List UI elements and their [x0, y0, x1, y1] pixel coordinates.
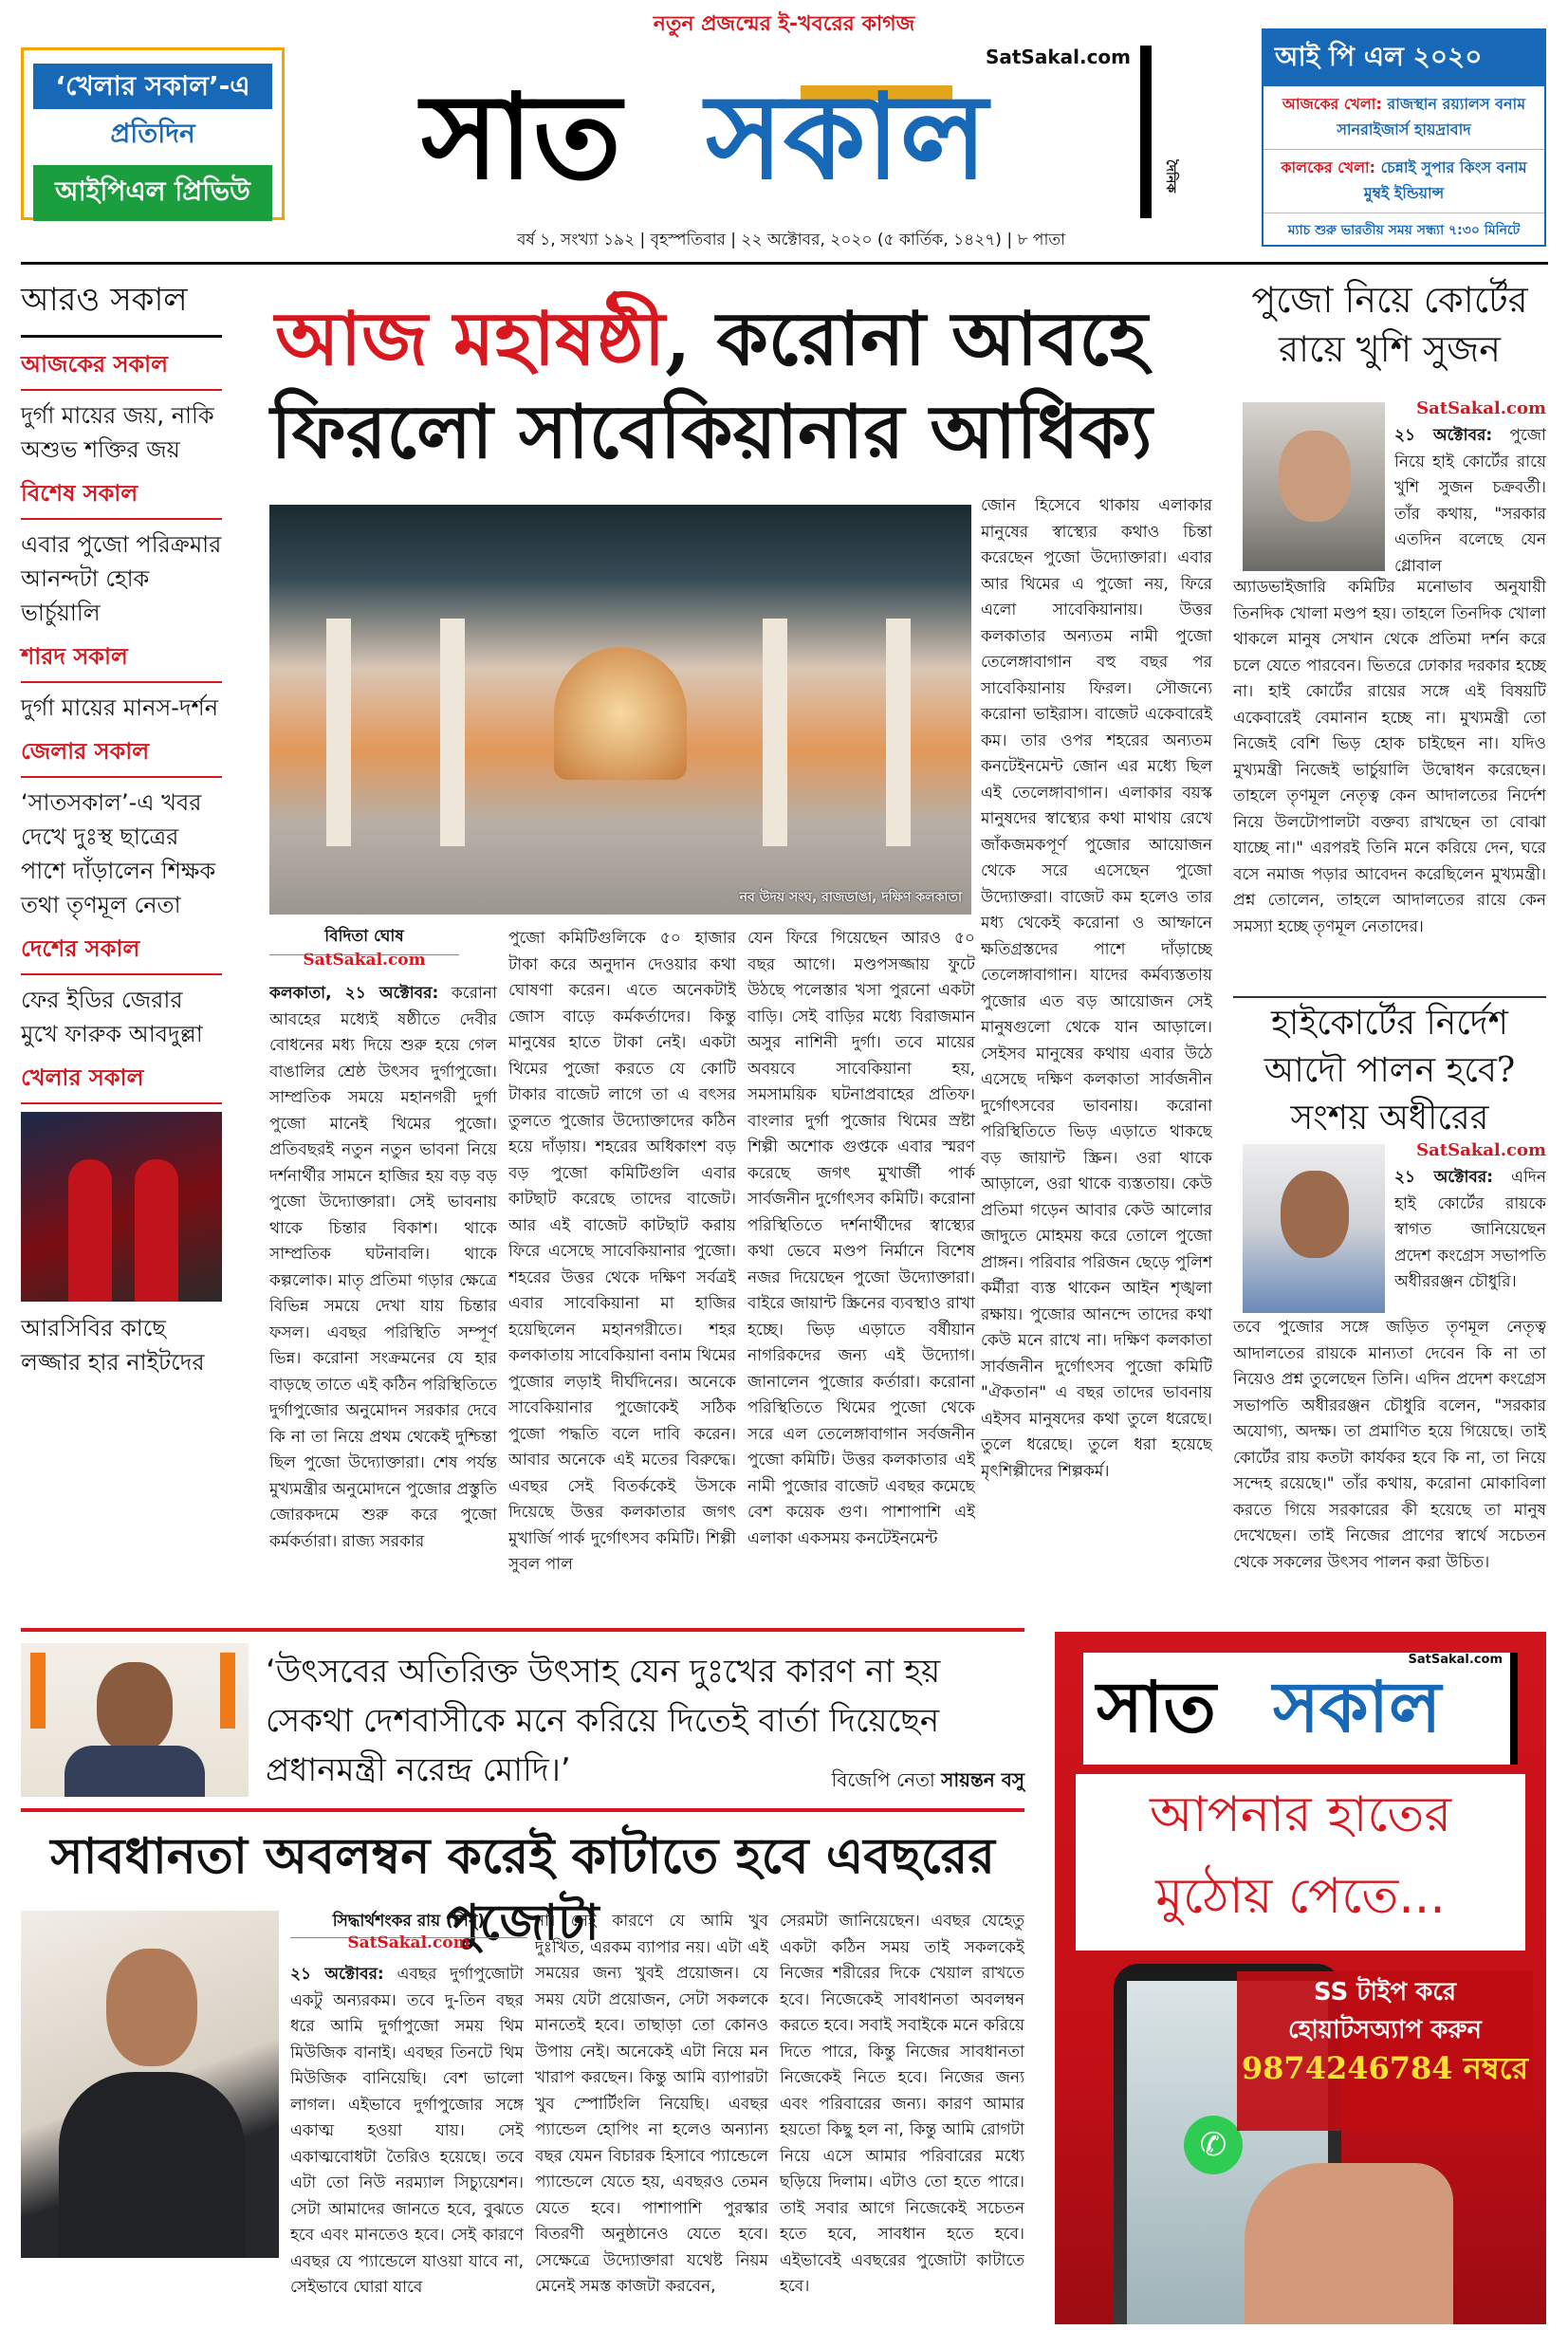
ipl-preview-promo[interactable] — [21, 47, 285, 220]
flag-shape — [30, 1653, 46, 1729]
bottom-article-dateline: ২১ অক্টোবর: — [290, 1965, 384, 1984]
ad-headline-line-2: মুঠোয় পেতে... — [1155, 1868, 1446, 1925]
lead-column-3: যেন ফিরে গিয়েছেন আরও ৫০ বছর আগে। মণ্ডপসজ্জায় ফুটে উঠছে পলেস্তার খসা পুরনো একটা বাড়ি। সেই বাড়ির মধ্যে বিরাজমান অসুর নাশিনী দুর্গা। তবে মায়ের অবয়বে সাবেকিয়ানা হয়, সমসাময়িক ঘটনাপ্রবাহের প্রতিফ। বাংলার দুর্গা পুজোর থিমের স্রষ্টা শিল্পী অশোক গুপ্তকে এবার স্মরণ করেছে জগৎ মুখার্জী পার্ক সার্বজনীন দুর্গোৎসব কমিটি। করোনা পরিস্থিতিতে দর্শনার্থীদের স্বাস্থ্যের কথা ভেবে মণ্ডপ নির্মানে বিশেষ নজর দিয়েছেন পুজো উদ্যোক্তারা। বাইরে জায়ান্ট স্ক্রিনের ব্যবস্থাও রাখা হচ্ছে। ভিড় এড়াতে বর্ষীয়ান নাগরিকদের জন্য এই উদ্যোগ। জানালেন পুজোর কর্তারা। করোনা পরিস্থিতিতে থিমের পুজো থেকে সরে এল তেলেঙ্গাবাগান সর্বজনীন পুজো কমিটি। উত্তর কলকাতার এই নামী পুজোর বাজেট এবছর কমেছে বেশ কয়েক গুণ। পাশাপাশি এই এলাকা একসময় কনটেইনমেন্ট — [747, 929, 975, 1548]
quote-attribution-prefix: বিজেপি নেতা — [831, 1768, 935, 1791]
lead-dateline: কলকাতা, ২১ অক্টোবর: — [269, 984, 439, 1003]
logo-daily-label: দৈনিক — [1163, 159, 1178, 194]
lead-headline-line-2[interactable]: ফিরলো সাবেকিয়ানার আধিক্য — [270, 389, 1153, 475]
sidebar-section-link[interactable]: ফের ইডির জেরার মুখে ফারুক আবদুল্লা — [21, 987, 203, 1047]
quote-attribution-name: সায়ন্তন বসু — [941, 1768, 1024, 1791]
adhir-photo[interactable] — [1243, 1144, 1385, 1313]
ad-logo-url: SatSakal.com — [1408, 1653, 1503, 1667]
promo-line-3: আইপিএল প্রিভিউ — [33, 165, 272, 221]
face-shape — [1281, 1171, 1349, 1258]
ipl-today-row — [1264, 86, 1544, 150]
sidebar-section[interactable] — [21, 347, 222, 467]
right-story-1-site: SatSakal.com — [1416, 398, 1546, 418]
right-story-1-text-a: পুজো নিয়ে হাই কোর্টের রায়ে খুশি সুজন চক্রবর্তী। তাঁর কথায়, "সরকার এতদিন বলেছে যেন গ্লোবাল — [1394, 426, 1546, 575]
sidebar-section-label: আজকের সকাল — [21, 347, 222, 391]
ipl-start-time: ম্যাচ শুরু ভারতীয় সময় সন্ধ্যা ৭:৩০ মিনিটে — [1287, 223, 1521, 238]
right-story-1-intro — [1394, 423, 1546, 575]
ipl-tomorrow-match: চেন্নাই সুপার কিংস বনাম মুম্বই ইন্ডিয়ান্স — [1363, 158, 1527, 202]
ipl-tomorrow-row — [1264, 150, 1544, 213]
face-shape — [97, 1662, 173, 1753]
more-news-sidebar — [21, 275, 222, 1379]
issue-info-line: বর্ষ ১, সংখ্যা ১৯২ | বৃহস্পতিবার | ২২ অক্টোবর, ২০২০ (৫ কার্তিক, ১৪২৭) | ৮ পাতা — [516, 231, 1066, 250]
sidebar-section-link[interactable]: দুর্গা মায়ের মানস-দর্শন — [21, 694, 219, 721]
face-shape — [106, 1949, 197, 2066]
ad-call-to-action[interactable] — [1237, 1971, 1533, 2131]
masthead-divider — [21, 262, 1548, 265]
photo-caption: নব উদয় সংঘ, রাজডাঙা, দক্ষিণ কলকাতা — [739, 890, 962, 905]
ipl-schedule-box — [1262, 28, 1546, 247]
right-story-2-headline[interactable]: হাইকোর্টের নির্দেশ আদৌ পালন হবে? সংশয় অধীরের — [1264, 1004, 1516, 1137]
whatsapp-icon: ✆ — [1184, 2116, 1243, 2174]
sujan-photo[interactable] — [1243, 402, 1385, 571]
player-figure — [135, 1159, 178, 1302]
sidebar-section[interactable] — [21, 734, 222, 922]
sayantan-photo[interactable] — [21, 1643, 249, 1797]
ad-logo — [1083, 1653, 1518, 1765]
face-shape — [1279, 431, 1351, 522]
quote-text: ‘উৎসবের অতিরিক্ত উৎসাহ যেন দুঃখের কারণ না হয় সেকথা দেশবাসীকে মনে করিয়ে দিতেই বার্তা দিয়েছেন প্রধানমন্ত্রী নরেন্দ্র মোদি।’ — [266, 1653, 941, 1789]
bottom-article-column-1 — [290, 1962, 524, 2322]
tagline: নতুন প্রজন্মের ই-খবরের কাগজ — [653, 12, 915, 36]
whatsapp-subscription-ad[interactable] — [1055, 1632, 1546, 2324]
ad-headline — [1076, 1774, 1525, 1951]
ad-cta-line-2: হোয়াটসঅ্যাপ করুন — [1288, 2016, 1482, 2044]
ad-number-suffix: নম্বরে — [1452, 2050, 1529, 2086]
right-story-1-body: অ্যাডভাইজারি কমিটির মনোভাব অনুযায়ী তিনদিক খোলা মণ্ডপ হয়। তাহলে তিনদিক খোলা থাকলে মানুষ সেখান থেকে প্রতিমা দর্শন করে চলে যেতে পারবেন। ভিতরে ঢোকার দরকার হচ্ছে না। হাই কোর্টের রায়ের সঙ্গে এই বিষয়টি একেবারেই বেমানান হচ্ছে না। মুখ্যমন্ত্রী তো নিজেই বেশি ভিড় হোক চাইছেন না। যদিও মুখ্যমন্ত্রী নিজেই ভার্চুয়ালি উদ্বোধন করেছেন। তাহলে তৃণমূল নেতৃত্ব কেন আদালতের নির্দেশ নিয়ে উলটোপালটা বক্তব্য রাখছেন তা বোঝা যাচ্ছে না।" এরপরই তিনি মনে করিয়ে দেন, ঘরে বসে নমাজ পড়ার আবেদন করেছিলেন মুখ্যমন্ত্রী। প্রশ্ন তোলেন, তাহলে আদালতের রায়ে কেন সমস্যা হচ্ছে তৃণমূল নেতাদের। — [1233, 578, 1546, 936]
lead-column-4: জোন হিসেবে থাকায় এলাকার মানুষের স্বাস্থ্যের কথাও চিন্তা করেছেন পুজো উদ্যোক্তারা। এবার আর থিমের এ পুজো নয়, ফিরে এলো সাবেকিয়ানায়। উত্তর কলকাতার অন্যতম নামী পুজো তেলেঙ্গাবাগান বহু বছর পর সাবেকিয়ানায় ফিরল। সৌজন্যে করোনা ভাইরাস। বাজেট একেবারেই কম। তার ওপর শহরের অন্যতম কনটেইনমেন্ট জোন এর মধ্যে ছিল এই তেলেঙ্গাবাগান। এলাকার বয়স্ক মানুষদের স্বাস্থ্যের কথা মাথায় রেখে জাঁকজমকপূর্ণ পুজোর আয়োজন থেকে সরে এসেছেন পুজো উদ্যোক্তরা। বাজেট কম হলেও তার মধ্য থেকেই করোনা ও আম্ফানে ক্ষতিগ্রস্তদের পাশে দাঁড়াচ্ছে তেলেঙ্গাবাগান। যাদের কর্মব্যস্ততায় পুজোর এত বড় আয়োজন সেই মানুষগুলো থেকে যান আড়ালে। সেইসব মানুষের কথায় এবার উঠে এসেছে দক্ষিণ কলকাতা সার্বজনীন দুর্গোৎসবের ভাবনায়। করোনা পরিস্থিতিতে ভিড় এড়াতে থাকছে বড় জায়ান্ট স্ক্রিন। ওরা থাকে আড়ালে, ওরা থাকে ব্যস্ততায়। কেউ প্রতিমা গড়েন আবার কেউ আলোর জাদুতে মোহময় করে তোলে পুজো প্রাঙ্গন। পরিবার পরিজন ছেড়ে পুলিশ কর্মীরা ব্যস্ত থাকেন আইন শৃঙ্খলা রক্ষায়। পুজোর আনন্দে তাদের কথা কেউ মনে রাখে না। দক্ষিণ কলকাতা সার্বজনীন দুর্গোৎসব পুজো কমিটি "ঐকতান" এ বছর তাদের ভাবনায় এইসব মানুষদের কথা তুলে ধরেছে। তুলে ধরেছে। তুলে ধরা হয়েছে মৃৎশিল্পীদের শিল্পকর্ম। — [981, 496, 1212, 1481]
bottom-article-site: SatSakal.com — [347, 1933, 470, 1952]
ad-cta-line-3 — [1237, 2049, 1533, 2087]
sidebar-section[interactable] — [21, 639, 222, 725]
flag-shape — [220, 1653, 235, 1729]
hand-shape — [1245, 2163, 1453, 2324]
quote-band-top-rule — [21, 1628, 1024, 1632]
pillar-shape — [326, 619, 351, 846]
lead-headline-line-1[interactable] — [237, 294, 1186, 385]
quote-attribution — [645, 1766, 1024, 1798]
sidebar-section-link[interactable]: আরসিবির কাছে লজ্জার হার নাইটদের — [21, 1315, 205, 1376]
lead-column-2: পুজো কমিটিগুলিকে ৫০ হাজার টাকা করে অনুদান দেওয়ার কথা ঘোষণা করেন। এতে অনেকটাই জোস বাড়ে কর্মকর্তাদের। কিন্তু মানুষের হাতে টাকা নেই। একটা থিমের পুজো করতে যে কোটি টাকার বাজেট লাগে তা এ বৎসর তুলতে পুজোর উদ্যোক্তাদের কঠিন হয়ে দাঁড়ায়। শহরের অধিকাংশ বড় বড় পুজো কমিটিগুলি এবার কাটছাট করেছে তাদের বাজেট। আর এই বাজেট কাটছাট করায় ফিরে এসেছে সাবেকিয়ানার পুজো। শহরের উত্তর থেকে দক্ষিণ সর্বত্রই এবার সাবেকিয়ানা মা হাজির হয়েছিলেন মহানগরীতে। শহর কলকাতায় সাবেকিয়ানা বনাম থিমের পুজোর লড়াই দীর্ঘদিনের। অনেকে সাবেকিয়ানার পুজোকেই সঠিক পুজো পদ্ধতি বলে দাবি করেন। আবার অনেকে এই মতের বিরুদ্ধে। এবছর সেই বিতর্ককেই উসকে দিয়েছে উত্তর কলকাতার জগৎ মুখার্জি পার্ক দুর্গোৎসব কমিটি। শিল্পী সুবল পাল — [508, 929, 736, 1574]
logo-site-url: SatSakal.com — [985, 46, 1131, 68]
logo-word-sakal: সকাল — [706, 69, 988, 206]
sidebar-title: আরও সকাল — [21, 275, 222, 338]
lead-column-1 — [269, 981, 497, 1618]
ad-headline-line-1: আপনার হাতের — [1149, 1786, 1452, 1843]
right-story-2-intro — [1394, 1165, 1546, 1315]
right-story-1-headline[interactable]: পুজো নিয়ে কোর্টের রায়ে খুশি সুজন — [1251, 279, 1528, 370]
body-shape — [59, 2072, 245, 2258]
bottom-article-column-3: সেরমটা জানিয়েছেন। এবছর যেহেতু একটা কঠিন সময় তাই সকলকেই নিজের শরীরের দিকে খেয়াল রাখতে হবে। নিজেকেই সাবধানতা অবলম্বন করতে হবে। সবাই সবাইকে মনে করিয়ে দিতে পারে, কিন্তু নিজের সাবধানতা নিজেকেই নিতে হবে। নিজের জন্য এবং পরিবারের জন্য। কারণ আমার হয়তো কিছু হল না, কিন্তু আমি রোগটা নিয়ে এসে আমার পরিবারের মধ্যে ছড়িয়ে দিলাম। এটাও তো হতে পারে। তাই সবার আগে নিজেকেই সচেতন হতে হবে, সাবধান হতে হবে। এইভাবেই এবছরের পুজোটা কাটাতে হবে। — [780, 1912, 1024, 2296]
bottom-article-headline[interactable]: সাবধানতা অবলম্বন করেই কাটাতে হবে এবছরের পুজোটা — [50, 1827, 995, 1951]
ad-logo-word-sakal: সকাল — [1273, 1667, 1442, 1748]
pillar-shape — [886, 619, 911, 846]
promo-line-2: প্রতিদিন — [110, 118, 195, 149]
pandal-photo[interactable] — [269, 505, 971, 915]
sidebar-section[interactable] — [21, 1061, 222, 1379]
ad-logo-word-sat: সাত — [1097, 1667, 1216, 1748]
ipl-today-match: রাজস্থান রয়্যালস বনাম সানরাইজার্স হায়দ্রাবাদ — [1337, 95, 1526, 139]
sidebar-section-link[interactable]: দুর্গা মায়ের জয়, নাকি অশুভ শক্তির জয় — [21, 402, 214, 463]
lead-site: SatSakal.com — [303, 951, 426, 970]
quote-band-bottom-rule — [21, 1808, 1024, 1812]
sidebar-section-link[interactable]: এবার পুজো পরিক্রমার আনন্দটা হোক ভার্চুয়ালি — [21, 531, 222, 626]
siddharthasankar-photo[interactable] — [21, 1911, 279, 2258]
cricket-players-photo[interactable] — [21, 1112, 222, 1302]
right-story-1-dateline: ২১ অক্টোবর: — [1394, 426, 1493, 445]
logo-word-sat: সাত — [421, 69, 621, 206]
bottom-article-byline: সিদ্ধার্থশংকর রায় (সিধু) — [290, 1909, 527, 1938]
sidebar-section-link[interactable]: ‘সাতসকাল’-এ খবর দেখে দুঃস্থ ছাত্রের পাশে দাঁড়ালেন শিক্ষক তথা তৃণমূল নেতা — [21, 789, 216, 918]
ipl-box-title: আই পি এল ২০২০ — [1264, 30, 1544, 86]
bottom-article-column-2: না। সেই কারণে যে আমি খুব দুঃখিত, এরকম ব্যাপার নয়। এটা এই সময়ের জন্য খুবই প্রয়োজন। যে সময় যেটা প্রয়োজন, সেটা সকলকে মানতেই হবে। তাছাড়া তো কোনও উপায় নেই। অনেকেই এটা নিয়ে মন খারাপ করছেন। কিন্তু আমি ব্যাপারটা খুব স্পোর্টিংলি নিয়েছি। এবছর প্যান্ডেল হোপিং না হলেও অন্যান্য বছর যেমন বিচারক হিসাবে প্যান্ডেলে প্যান্ডেলে যেতে হয়, এবছরও তেমন যেতে হবে। পাশাপাশি পুরস্কার বিতরণী অনুষ্ঠানেও যেতে হবে। সেক্ষেত্রে উদ্যোক্তারা যথেষ্ট নিয়ম মেনেই সমস্ত কাজটা করবেন, — [535, 1912, 768, 2296]
sidebar-section[interactable] — [21, 476, 222, 630]
right-story-2-site: SatSakal.com — [1416, 1140, 1546, 1160]
promo-line-1: ‘খেলার সকাল’-এ — [33, 64, 272, 109]
lead-headline-highlight: আজ মহাষষ্ঠী — [275, 296, 666, 382]
lead-byline: বিদিতা ঘোষ — [269, 924, 459, 955]
sidebar-section-label: দেশের সকাল — [21, 932, 222, 975]
pillar-shape — [763, 619, 787, 846]
right-story-2-body: তবে পুজোর সঙ্গে জড়িত তৃণমূল নেতৃত্ব আদালতের রায়কে মান্যতা দেবেন কি না তা নিয়েও প্রশ্ন তুলেছেন তিনি। এদিন প্রদেশ কংগ্রেস সভাপতি অধীররঞ্জন চৌধুরি বলেন, "সরকার অযোগ্য, অদক্ষ। তা প্রমাণিত হয়ে গিয়েছে। তাই কোর্টের রায় কতটা কার্যকর হবে কি না, তা নিয়ে সন্দেহ রয়েছে।" তাঁর কথায়, করোনা মোকাবিলা করতে গিয়ে সরকারের কী হয়েছে তা মানুষ দেখেছেন। তাই নিজের প্রাণের স্বার্থে সচেতন থেকে সকলের উৎসব পালন করা উচিত। — [1233, 1318, 1546, 1572]
sidebar-section-label: খেলার সকাল — [21, 1061, 222, 1104]
player-figure — [68, 1159, 112, 1302]
right-column-divider — [1233, 996, 1546, 998]
bottom-article-col1-text: এবছর দুর্গাপুজোটা একটু অন্যরকম। তবে দু-তিন বছর ধরে আমি দুর্গাপুজো সময় থিম মিউজিক বানাই। এবছর তিনটে থিম মিউজিক বানিয়েছি। বেশ ভালো লাগল। এইভাবে দুর্গাপুজোর সঙ্গে একাত্ম হওয়া যায়। সেই একাত্মবোধটা তৈরিও হয়েছে। তবে এটা তো নিউ নরম্যাল সিচ্যুয়েশন। সেটা আমাদের জানতে হবে, বুঝতে হবে এবং মানতেও হবে। সেই কারণে এবছর যে প্যান্ডেলে যাওয়া যাবে না, সেইভাবে ঘোরা যাবে — [290, 1965, 524, 2297]
lead-col1-text: করোনা আবহের মধ্যেই ষষ্ঠীতে দেবীর বোধনের মধ্য দিয়ে শুরু হয়ে গেল বাঙালির শ্রেষ্ঠ উৎসব দুর্গাপুজো। সাম্প্রতিক সময়ে মহানগরী দুর্গা পুজো মানেই থিমের পুজো। প্রতিবছরই নতুন নতুন ভাবনা নিয়ে দর্শনার্থীর সামনে হাজির হয় বড় বড় পুজো উদ্যোক্তারা। সেই ভাবনায় থাকে চিন্তার বিকাশ। থাকে সাম্প্রতিক ঘটনাবলি। থাকে কল্পলোক। মাতৃ প্রতিমা গড়ার ক্ষেত্রে বিভিন্ন সময়ে দেখা যায় চিন্তার ফসল। এবছর পরিস্থিতি সম্পূর্ণ ভিন্ন। করোনা সংক্রমনের যে হার বাড়ছে তাতে এই কঠিন পরিস্থিতিতে দুর্গাপুজোর অনুমোদন সরকার দেবে কি না তা নিয়ে প্রথম থেকেই দুশ্চিন্তা ছিল পুজো উদ্যোক্তারা। শেষ পর্যন্ত মুখ্যমন্ত্রীর অনুমোদনে পুজোর প্রস্তুতি জোরকদমে শুরু করে পুজো কর্মকর্তারা। রাজ্য সরকার — [269, 984, 497, 1551]
lead-headline-rest: , করোনা আবহে — [665, 296, 1148, 382]
ad-cta-line-1: SS টাইপ করে — [1313, 1978, 1457, 2006]
right-story-2-dateline: ২১ অক্টোবর: — [1394, 1168, 1494, 1187]
ipl-today-label: আজকের খেলা: — [1282, 95, 1382, 113]
ipl-tomorrow-label: কালকের খেলা: — [1281, 158, 1376, 176]
durga-idol-shape — [554, 647, 687, 780]
sidebar-section[interactable] — [21, 932, 222, 1051]
shirt-shape — [65, 1746, 205, 1797]
sidebar-section-label: বিশেষ সকাল — [21, 476, 222, 520]
right-story-2-text-a: এদিন হাই কোর্টের রায়কে স্বাগত জানিয়েছেন প্রদেশ কংগ্রেস সভাপতি অধীররঞ্জন চৌধুরি। — [1394, 1168, 1546, 1291]
sidebar-section-label: জেলার সকাল — [21, 734, 222, 778]
ad-phone-number: 9874246784 — [1241, 2050, 1453, 2086]
pillar-shape — [440, 619, 465, 846]
masthead-logo[interactable] — [393, 46, 1178, 218]
sidebar-section-label: শারদ সকাল — [21, 639, 222, 683]
